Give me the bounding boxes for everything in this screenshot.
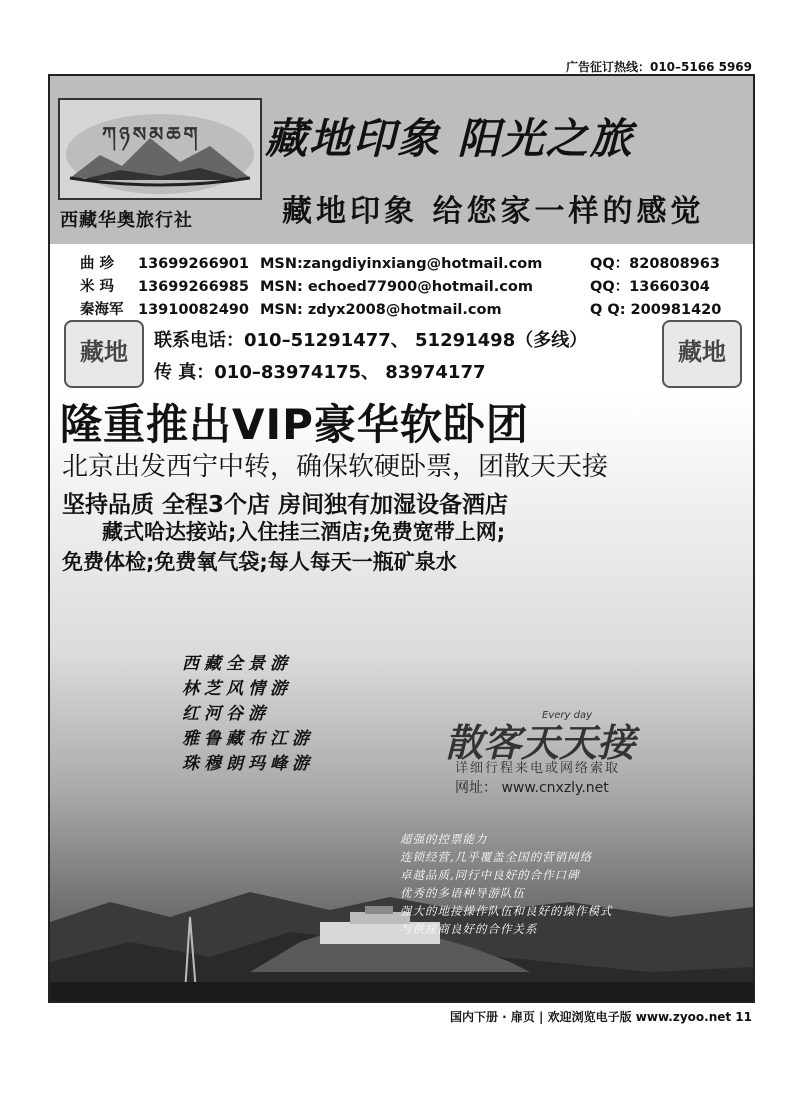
contact-phone: 13699266901 xyxy=(138,256,249,272)
tour-item: 西藏全景游 xyxy=(182,654,292,674)
contact-msn: MSN:zangdiyinxiang@hotmail.com xyxy=(260,256,543,272)
seal-left xyxy=(64,320,144,388)
advantage-item: 连锁经营,几乎覆盖全国的营销网络 xyxy=(400,850,593,864)
seal-right-text: 藏地 xyxy=(678,337,726,366)
advantages-list xyxy=(400,830,613,938)
contact-qq: QQ：820808963 xyxy=(590,256,720,272)
fax-line: 传 真：010–83974175、 83974177 xyxy=(154,362,486,383)
ad-hotline: 广告征订热线：010–5166 5969 xyxy=(565,60,752,74)
route-line: 北京出发西宁中转，确保软硬卧票，团散天天接 xyxy=(62,452,609,482)
contact-row xyxy=(80,275,710,296)
advantage-item: 卓越品质,同行中良好的合作口碑 xyxy=(400,868,580,882)
seal-left-text: 藏地 xyxy=(80,337,128,366)
quality-line: 坚持品质 全程3个店 房间独有加湿设备酒店 xyxy=(62,492,509,518)
tour-item: 珠穆朗玛峰游 xyxy=(182,754,314,774)
tour-list xyxy=(182,652,314,777)
telephone-line: 联系电话：010–51291477、 51291498（多线） xyxy=(154,330,588,351)
contact-row xyxy=(80,252,720,273)
services-line: 藏式哈达接站;入住挂三酒店;免费宽带上网; xyxy=(102,520,506,544)
contact-qq: Q Q: 200981420 xyxy=(590,302,722,318)
travel-advertisement xyxy=(48,74,755,1003)
contact-phone: 13910082490 xyxy=(138,302,249,318)
tour-item: 雅鲁藏布江游 xyxy=(182,729,314,749)
contact-phone: 13699266985 xyxy=(138,279,249,295)
company-logo xyxy=(58,98,262,200)
seal-right xyxy=(662,320,742,388)
daily-pickup-title: 散客天天接 xyxy=(445,720,636,765)
advantage-item: 超强的控票能力 xyxy=(400,832,488,846)
main-slogan: 藏地印象 阳光之旅 xyxy=(265,114,634,163)
contact-msn: MSN: echoed77900@hotmail.com xyxy=(260,279,533,295)
tour-item: 林芝风情游 xyxy=(182,679,292,699)
contact-msn: MSN: zdyx2008@hotmail.com xyxy=(260,302,502,318)
ad-body xyxy=(50,392,753,1001)
vip-headline: 隆重推出VIP豪华软卧团 xyxy=(60,400,529,449)
logo-tibetan-script: ཀཉསམཆག xyxy=(102,122,201,146)
benefits-line: 免费体检;免费氧气袋;每人每天一瓶矿泉水 xyxy=(62,550,457,574)
contact-name: 秦海军 xyxy=(80,302,124,318)
contact-name: 米 玛 xyxy=(80,279,115,295)
tour-item: 红河谷游 xyxy=(182,704,270,724)
company-name: 西藏华奥旅行社 xyxy=(60,210,193,231)
contact-section xyxy=(50,244,753,392)
sub-slogan: 藏地印象 给您家一样的感觉 xyxy=(282,194,705,229)
website-line: 网址： www.cnxzly.net xyxy=(455,780,609,796)
itinerary-note: 详细行程来电或网络索取 xyxy=(455,761,621,776)
every-day-label: Every day xyxy=(542,710,592,721)
advantage-item: 与供应商良好的合作关系 xyxy=(400,922,538,936)
page-footer: 国内下册 · 扉页 | 欢迎浏览电子版 www.zyoo.net 11 xyxy=(449,1010,752,1024)
contact-qq: QQ：13660304 xyxy=(590,279,710,295)
advantage-item: 强大的地接操作队伍和良好的操作模式 xyxy=(400,904,613,918)
advantage-item: 优秀的多语种导游队伍 xyxy=(400,886,525,900)
contact-name: 曲 珍 xyxy=(80,256,115,272)
ad-header xyxy=(50,76,753,244)
contact-row xyxy=(80,298,721,319)
